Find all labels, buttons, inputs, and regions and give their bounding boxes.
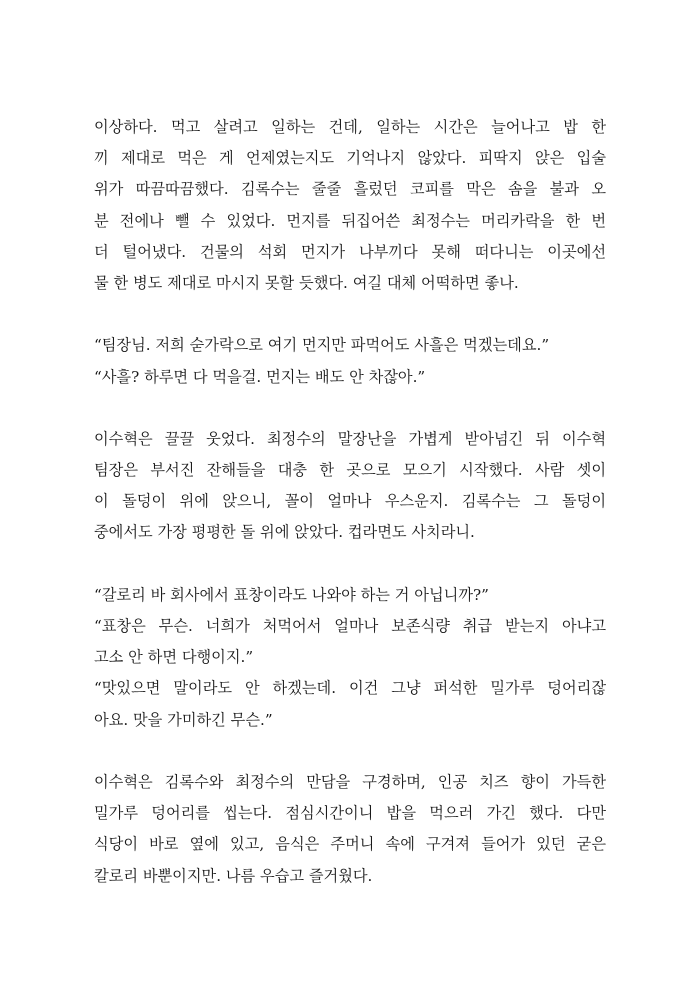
text-line: 위가 따끔따끔했다. 김록수는 줄줄 흘렀던 코피를 막은 솜을 불과 오 — [94, 180, 606, 199]
text-line: 칼로리 바뿐이지만. 나름 우습고 즐거웠다. — [94, 866, 373, 885]
paragraph-gap — [94, 736, 606, 767]
paragraph-gap — [94, 299, 606, 330]
paragraph-1 — [94, 112, 606, 299]
dialogue-line: “갈로리 바 회사에서 표창이라도 나와야 하는 거 아닙니까?” — [94, 585, 489, 604]
paragraph-3 — [94, 424, 606, 549]
text-line: 분 전에나 뺄 수 있었다. 먼지를 뒤집어쓴 최정수는 머리카락을 한 번 — [94, 211, 606, 230]
paragraph-5 — [94, 767, 606, 892]
dialogue-line: “표창은 무슨. 너희가 처먹어서 얼마나 보존식량 취급 받는지 아냐고 — [94, 617, 606, 635]
paragraph-gap — [94, 393, 606, 424]
text-line: 이수혁은 김록수와 최정수의 만담을 구경하며, 인공 치즈 향이 가득한 — [94, 772, 606, 791]
dialogue-line: “팀장님. 저희 숟가락으로 여기 먼지만 파먹어도 사흘은 먹겠는데요.” — [94, 336, 550, 355]
dialogue-line: “사흘? 하루면 다 먹을걸. 먼지는 배도 안 차잖아.” — [94, 367, 426, 386]
text-line: 더 털어냈다. 건물의 석회 먼지가 나부끼다 못해 떠다니는 이곳에선 — [94, 242, 606, 261]
dialogue-line: 아요. 맛을 가미하긴 무슨.” — [94, 710, 273, 729]
paragraph-2 — [94, 330, 606, 392]
document-body — [94, 112, 606, 892]
paragraph-gap — [94, 549, 606, 580]
paragraph-4 — [94, 580, 606, 736]
text-line: 식당이 바로 옆에 있고, 음식은 주머니 속에 구겨져 들어가 있던 굳은 — [94, 835, 606, 854]
text-line: 팀장은 부서진 잔해들을 대충 한 곳으로 모으기 시작했다. 사람 셋이 — [94, 461, 606, 480]
text-line: 끼 제대로 먹은 게 언제였는지도 기억나지 않았다. 피딱지 앉은 입술 — [94, 149, 606, 168]
text-line: 이수혁은 끌끌 웃었다. 최정수의 말장난을 가볍게 받아넘긴 뒤 이수혁 — [94, 429, 606, 448]
text-line: 이 돌덩이 위에 앉으니, 꼴이 얼마나 우스운지. 김록수는 그 돌덩이 — [94, 492, 606, 511]
dialogue-line: 고소 안 하면 다행이지.” — [94, 648, 254, 667]
text-line: 물 한 병도 제대로 마시지 못할 듯했다. 여길 대체 어떡하면 좋나. — [94, 273, 519, 292]
dialogue-line: “맛있으면 말이라도 안 하겠는데. 이건 그냥 퍼석한 밀가루 덩어리잖 — [94, 679, 606, 698]
text-line: 밀가루 덩어리를 씹는다. 점심시간이니 밥을 먹으러 가긴 했다. 다만 — [94, 804, 606, 823]
text-line: 이상하다. 먹고 살려고 일하는 건데, 일하는 시간은 늘어나고 밥 한 — [94, 118, 606, 136]
text-line: 중에서도 가장 평평한 돌 위에 앉았다. 컵라면도 사치라니. — [94, 523, 475, 542]
